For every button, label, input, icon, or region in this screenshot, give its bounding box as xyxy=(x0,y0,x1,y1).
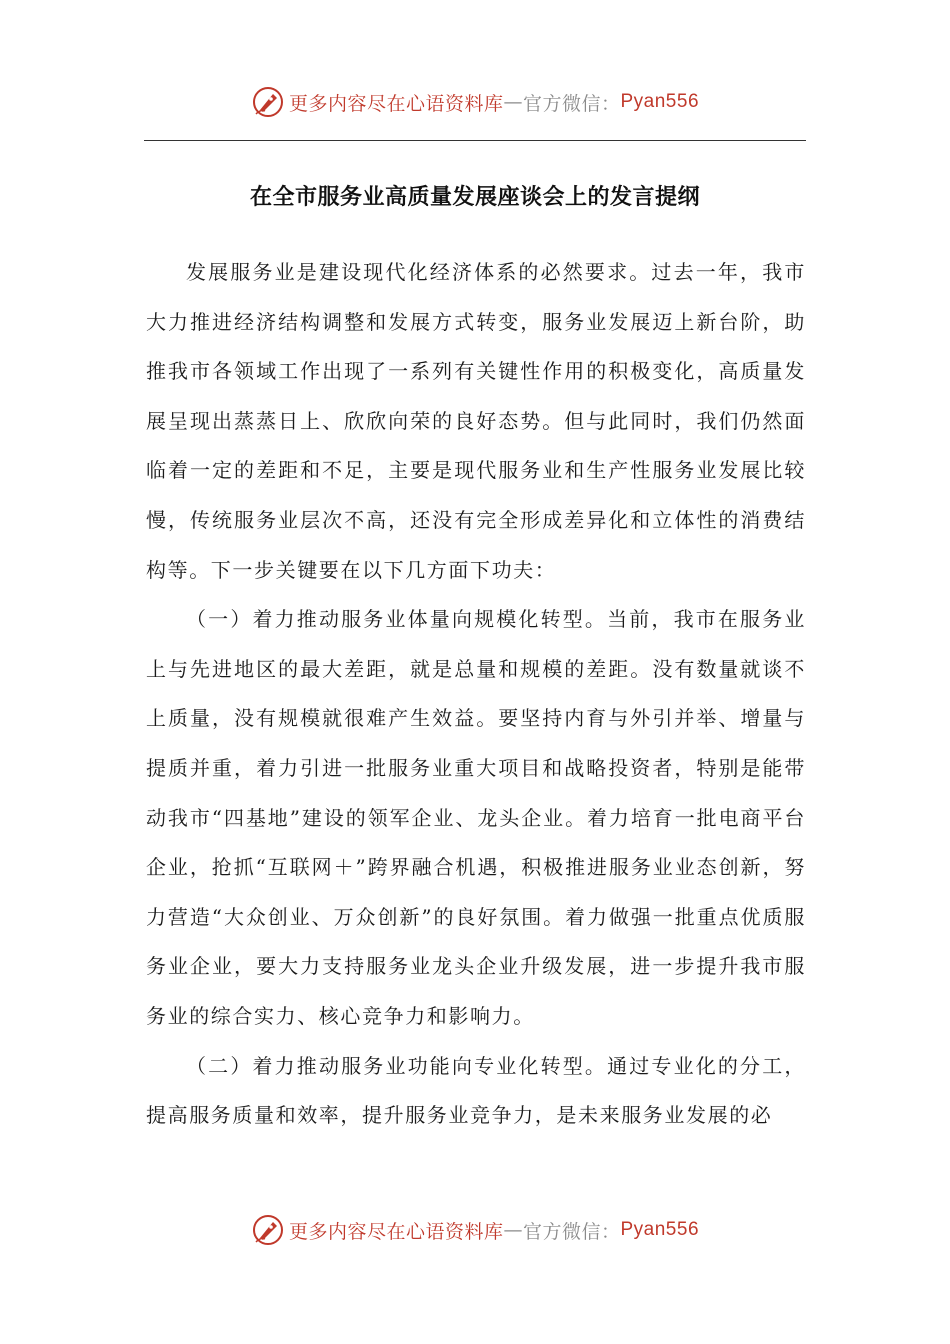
banner-dash: — xyxy=(503,1219,523,1241)
pen-nib-logo-icon xyxy=(251,1213,285,1247)
banner-dash: — xyxy=(503,91,523,113)
paragraph-intro: 发展服务业是建设现代化经济体系的必然要求。过去一年，我市大力推进经济结构调整和发展方式转变，服务业发展迈上新台阶，助推我市各领域工作出现了一系列有关键性作用的积极变化，高质量发展呈现出蒸蒸日上、欣欣向荣的良好态势。但与此同时，我们仍然面临着一定的差距和不足，主要是现代服务业和生产性服务业发展比较慢，传统服务业层次不高，还没有完全形成差异化和立体性的消费结构等。下一步关键要在以下几方面下功夫： xyxy=(146,260,806,582)
banner-wechat-handle: Pyan556 xyxy=(620,1219,700,1240)
paragraph-section-2: （二）着力推动服务业功能向专业化转型。通过专业化的分工，提高服务质量和效率，提升服务业竞争力，是未来服务业发展的必 xyxy=(146,1053,806,1128)
pen-nib-logo-icon xyxy=(251,85,285,119)
banner-site-text: 更多内容尽在心语资料库 xyxy=(288,92,504,115)
banner-site-text: 更多内容尽在心语资料库 xyxy=(288,1220,504,1243)
header-divider xyxy=(144,140,806,141)
banner-wechat-label: 官方微信： xyxy=(522,92,621,115)
banner-wechat-handle: Pyan556 xyxy=(620,91,700,112)
paragraph-section-1: （一）着力推动服务业体量向规模化转型。当前，我市在服务业上与先进地区的最大差距，就是总量和规模的差距。没有数量就谈不上质量，没有规模就很难产生效益。要坚持内育与外引并举、增量与提质并重，着力引进一批服务业重大项目和战略投资者，特别是能带动我市“四基地”建设的领军企业、龙头企业。着力培育一批电商平台企业，抢抓“互联网＋”跨界融合机遇，积极推进服务业业态创新，努力营造“大众创业、万众创新”的良好氛围。着力做强一批重点优质服务业企业，要大力支持服务业龙头企业升级发展，进一步提升我市服务业的综合实力、核心竞争力和影响力。 xyxy=(146,607,806,1028)
document-body xyxy=(146,248,806,1141)
header-watermark-banner xyxy=(0,80,950,124)
document-title: 在全市服务业高质量发展座谈会上的发言提纲 xyxy=(249,184,700,210)
banner-wechat-label: 官方微信： xyxy=(522,1220,621,1243)
footer-watermark-banner xyxy=(0,1208,950,1252)
